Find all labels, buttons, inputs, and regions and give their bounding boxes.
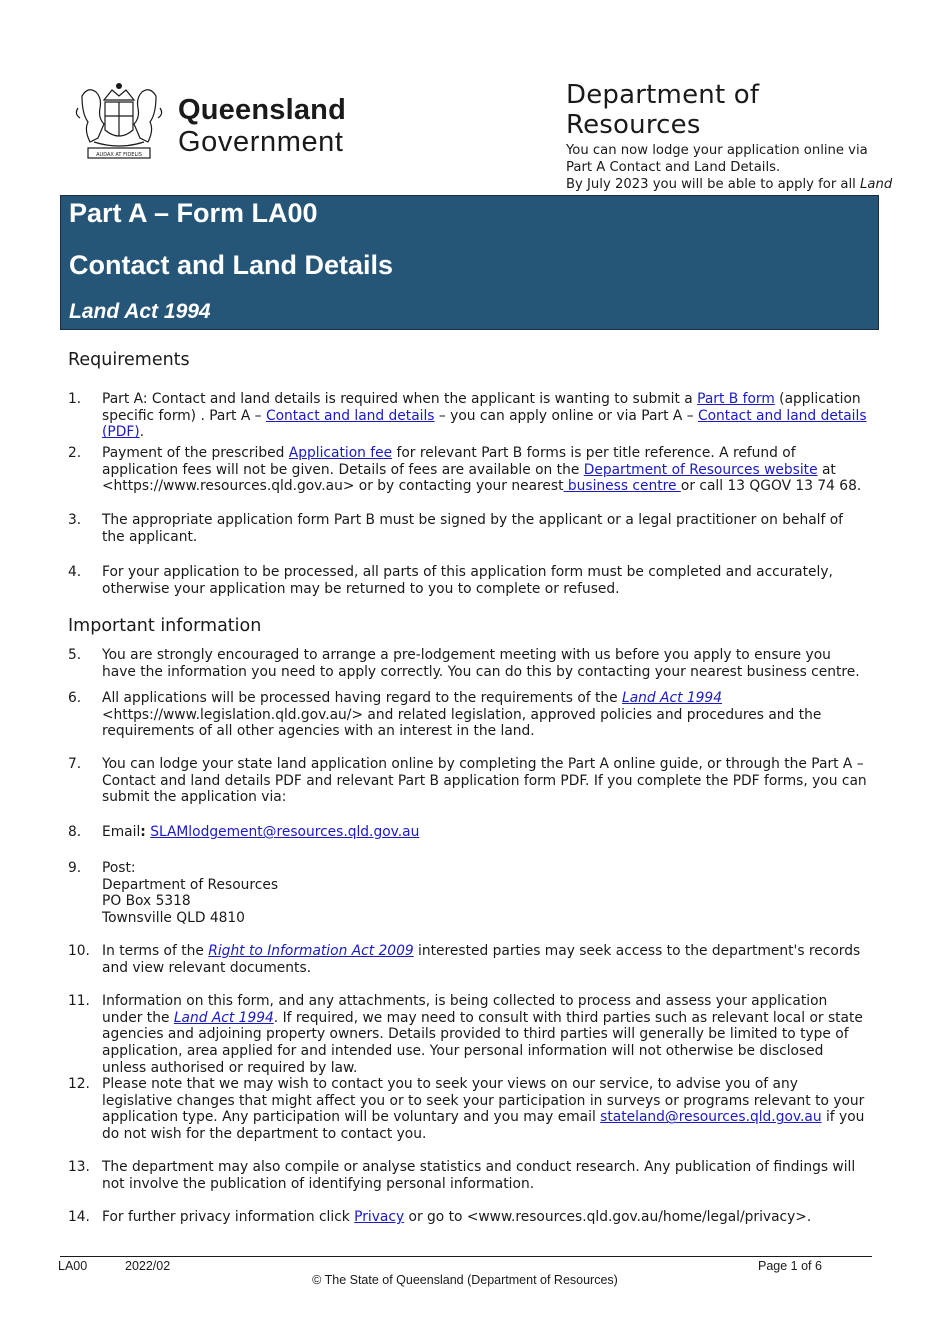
postal-address-line2: PO Box 5318 xyxy=(102,893,191,910)
privacy-link[interactable]: Privacy xyxy=(354,1209,405,1225)
email-label: Email xyxy=(102,824,141,840)
list-item: 5. You are strongly encouraged to arrange a pre-lodgement meeting with us before you apply to ensure you have the information you need to apply correctly. You can do this by contacting your nearest business centre. xyxy=(68,647,860,680)
postal-address-line3: Townsville QLD 4810 xyxy=(102,910,245,927)
form-act: Land Act 1994 xyxy=(69,300,211,323)
list-item: 9. Post: Department of Resources PO Box 5318 Townsville QLD 4810 xyxy=(68,860,868,927)
business-centre-link[interactable]: business centre xyxy=(563,478,681,495)
application-fee-link[interactable]: Application fee xyxy=(288,445,393,461)
form-title-banner xyxy=(60,195,879,330)
list-item: 14. For further privacy information click Privacy or go to <www.resources.qld.gov.au/home/legal/privacy>. xyxy=(68,1209,812,1225)
online-lodgement-note: You can now lodge your application online via Part A Contact and Land Details. By July 2023 you will be able to apply for all Land xyxy=(566,143,893,192)
postal-address-line1: Department of Resources xyxy=(102,876,279,893)
list-item: 2. Payment of the prescribed Application fee for relevant Part B forms is per title reference. A refund of application fees will not be given. Details of fees are available on the Department of Resources website at <https://www.resources.qld.gov.au> or by contacting your nearest business centre or call 13 QGOV 13 74 68. xyxy=(68,445,862,495)
land-act-link-2[interactable]: Land Act 1994 xyxy=(173,1009,274,1026)
list-item: 7. You can lodge your state land application online by completing the Part A online guide, or through the Part A – Contact and land details PDF and relevant Part B application form PDF. If you complete the PDF forms, you can submit the application via: xyxy=(68,756,867,806)
land-act-link[interactable]: Land Act 1994 xyxy=(622,690,722,706)
footer-divider xyxy=(60,1256,872,1257)
logo-motto: AUDAX AT FIDELIS xyxy=(96,152,142,158)
department-title: Department of Resources xyxy=(566,80,760,140)
footer-page-number: Page 1 of 6 xyxy=(758,1259,822,1273)
contact-land-details-pdf-link[interactable]: Contact and land details (PDF) xyxy=(102,407,867,441)
list-item: 10. In terms of the Right to Information Act 2009 interested parties may seek access to the department's records and view relevant documents. xyxy=(68,943,861,976)
list-item: 12. Please note that we may wish to contact you to seek your views on our service, to advise you of any legislative changes that might affect you or to seek your participation in surveys or programs relevant to your application type. Any participation will be voluntary and you may email stateland@resources.qld.gov.au if you do not wish for the department to contact you. xyxy=(68,1076,865,1143)
department-header xyxy=(566,80,896,210)
list-item: 1. Part A: Contact and land details is required when the applicant is wanting to submit a Part B form (application specific form) . Part A – Contact and land details – you can apply online or via Part A – Contact and land details (PDF). xyxy=(68,391,867,441)
footer-form-code: LA00 xyxy=(58,1259,88,1273)
list-item: 6. All applications will be processed having regard to the requirements of the Land Act 1994 <https://www.legislation.qld.gov.au/> and related legislation, approved policies and procedures and the requirements of all other agencies with an interest in the land. xyxy=(68,690,822,740)
list-item: 8. Email: SLAMlodgement@resources.qld.gov.au xyxy=(68,824,420,840)
list-item: 13. The department may also compile or analyse statistics and conduct research. Any publication of findings will not involve the publication of identifying personal information. xyxy=(68,1159,856,1192)
list-item: 4. For your application to be processed, all parts of this application form must be completed and accurately, otherwise your application may be returned to you to complete or refused. xyxy=(68,564,833,597)
coat-of-arms-icon xyxy=(74,78,164,164)
list-item: 3. The appropriate application form Part B must be signed by the applicant or a legal practitioner on behalf of the applicant. xyxy=(68,512,844,545)
stateland-email-link[interactable]: stateland@resources.qld.gov.au xyxy=(600,1109,822,1126)
right-to-information-act-link[interactable]: Right to Information Act 2009 xyxy=(208,943,414,959)
department-website-link[interactable]: Department of Resources website xyxy=(583,461,818,478)
queensland-government-logo xyxy=(74,78,354,164)
footer-copyright: © The State of Queensland (Department of Resources) xyxy=(312,1273,618,1287)
post-label: Post: xyxy=(102,860,136,876)
logo-name-line2: Government xyxy=(178,126,344,158)
lodgement-email-link[interactable]: SLAMlodgement@resources.qld.gov.au xyxy=(150,824,420,840)
form-number: Part A – Form LA00 xyxy=(69,198,318,228)
footer-date: 2022/02 xyxy=(125,1259,171,1273)
requirements-heading: Requirements xyxy=(68,350,190,370)
logo-name-line1: Queensland xyxy=(178,94,346,126)
contact-land-details-link[interactable]: Contact and land details xyxy=(265,407,435,424)
important-information-heading: Important information xyxy=(68,616,262,636)
list-item: 11. Information on this form, and any attachments, is being collected to process and assess your application under the Land Act 1994. If required, we may need to consult with third parties such as relevant local or state agencies and adjoining property owners. Details provided to third parties will generally be limited to type of application, area applied for and intended use. Your personal information will not otherwise be disclosed unless authorised or required by law. xyxy=(68,993,863,1076)
part-b-form-link[interactable]: Part B form xyxy=(697,391,775,407)
form-title: Contact and Land Details xyxy=(69,250,394,280)
